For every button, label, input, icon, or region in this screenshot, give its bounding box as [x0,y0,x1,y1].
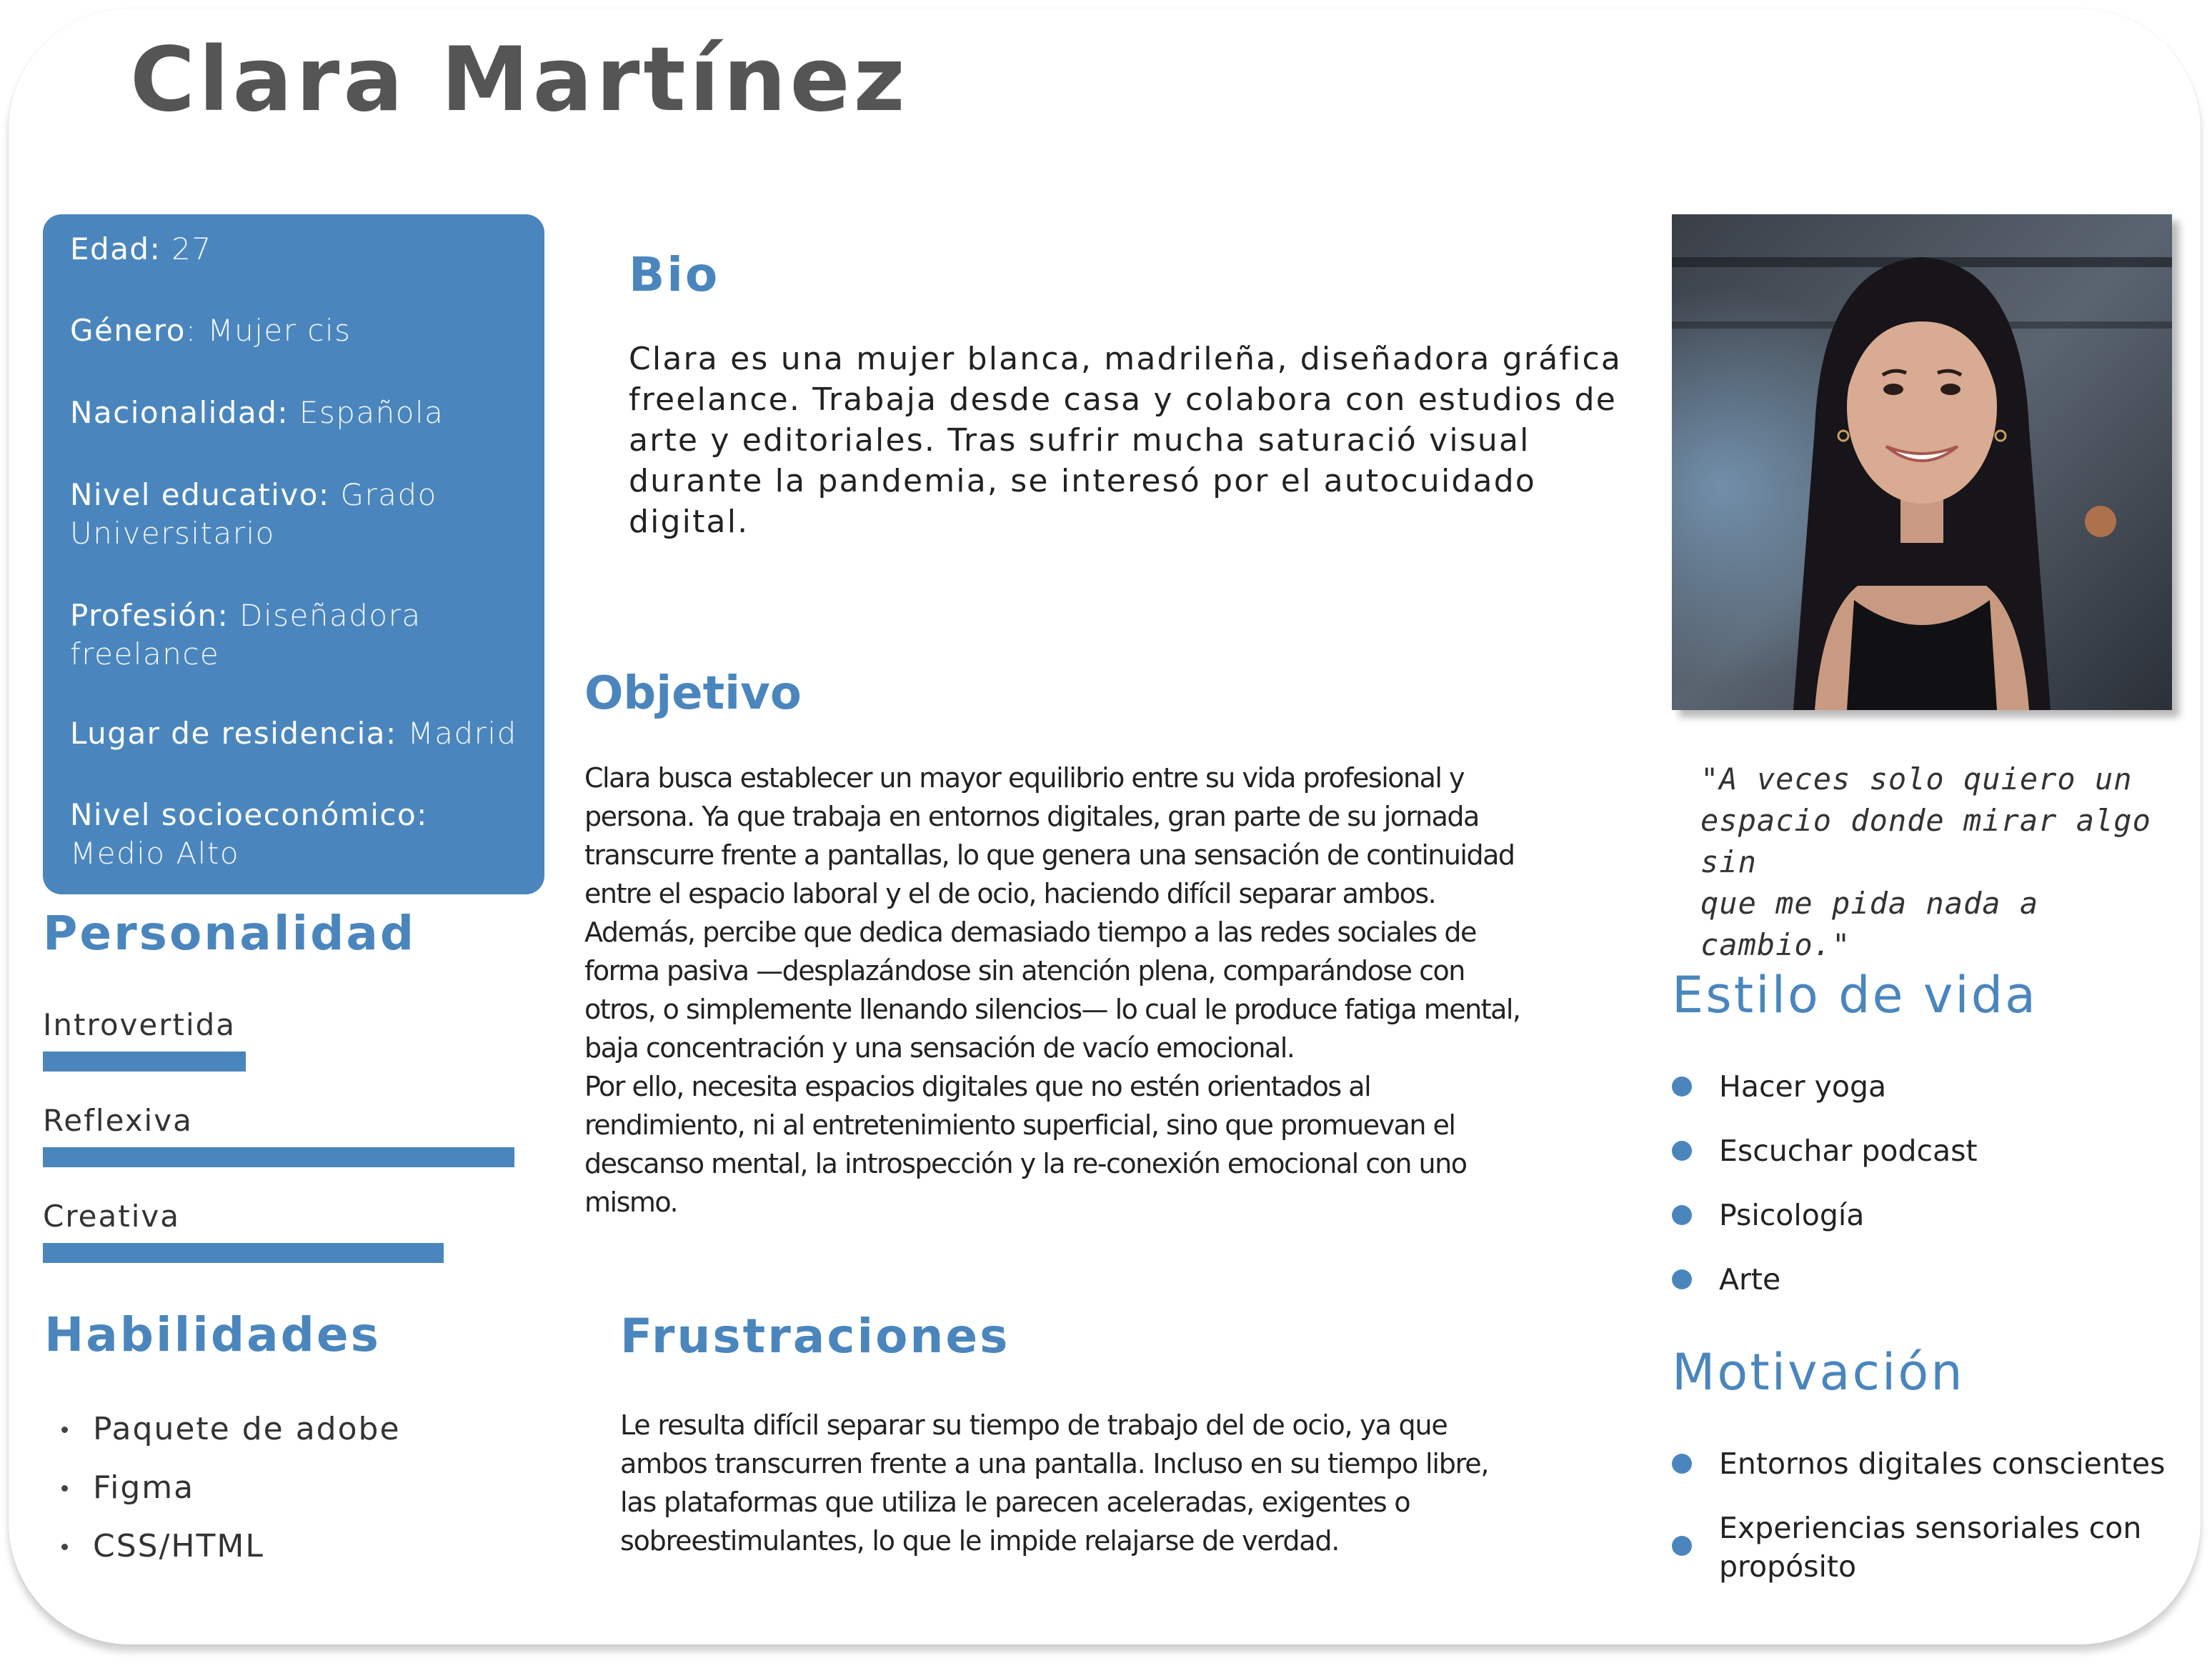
bullet-dot-icon [1672,1536,1692,1556]
personality-heading: Personalidad [43,906,417,961]
info-nationality [70,394,527,432]
persona-photo [1672,214,2172,710]
frustrations-line: sobreestimulantes, lo que le impide relajarse de verdad. [620,1525,1340,1557]
skills-list [61,1400,401,1576]
objective-line: persona. Ya que trabaja en entornos digitales, gran parte de su jornada [584,801,1479,832]
bullet-dot-icon [1672,1141,1692,1161]
lifestyle-item-label: Hacer yoga [1719,1069,1887,1104]
info-residence [70,714,527,753]
lifestyle-item-label: Psicología [1719,1198,1865,1232]
info-age [70,230,527,269]
info-nationality-key: Nacionalidad: [70,395,289,430]
objective-line: transcurre frente a pantallas, lo que genera una sensación de continuidad [584,839,1515,871]
info-education-value: Grado Universitario [70,477,437,551]
frustrations-line: ambos transcurren frente a una pantalla. Incluso en su tiempo libre, [620,1448,1489,1479]
list-item: CSS/HTML [61,1517,401,1576]
demographics-box [43,214,544,894]
list-item [1672,1067,2205,1132]
objective-line: Clara busca establecer un mayor equilibrio entre su vida profesional y [584,762,1465,794]
bullet-dot-icon [1672,1077,1692,1097]
info-socioeconomic-key: Nivel socioeconómico: [70,797,428,832]
bio-line: Clara es una mujer blanca, madrileña, diseñadora gráfica [629,341,1623,377]
info-education [70,476,527,553]
info-profession [70,596,527,674]
objective-line: baja concentración y una sensación de vacío emocional. [584,1032,1295,1064]
lifestyle-item-label: Escuchar podcast [1719,1134,1978,1168]
bio-heading: Bio [629,247,720,302]
quote-line: que me pida nada a cambio." [1700,886,2039,962]
info-gender-value: : Mujer cis [185,313,352,348]
frustrations-text [620,1406,1488,1560]
bullet-dot-icon [1672,1454,1692,1474]
trait-label: Introvertida [43,1007,236,1042]
objective-text [584,759,1520,1222]
list-item [1672,1260,2205,1324]
lifestyle-item-label: Arte [1719,1262,1781,1297]
bio-line: durante la pandemia, se interesó por el autocuidado [629,463,1536,499]
trait-label: Creativa [43,1199,180,1234]
bio-line: freelance. Trabaja desde casa y colabora con estudios de [629,381,1618,418]
info-gender [70,311,527,350]
persona-name: Clara Martínez [130,29,909,131]
info-residence-value: Madrid [397,716,517,751]
objective-line: otros, o simplemente llenando silencios— lo cual le produce fatiga mental, [584,994,1520,1025]
frustrations-line: Le resulta difícil separar su tiempo de trabajo del de ocio, ya que [620,1409,1448,1441]
lifestyle-list [1672,1067,2205,1324]
trait-bar-introvertida [43,1052,246,1072]
lifestyle-heading: Estilo de vida [1672,966,2038,1024]
bio-text [629,339,1622,542]
info-nationality-value: Española [289,395,444,430]
info-socioeconomic [70,796,527,873]
info-age-key: Edad: [70,231,161,266]
persona-quote [1700,759,2158,966]
bio-line: digital. [629,504,749,540]
frustrations-heading: Frustraciones [620,1309,1010,1364]
objective-line: Por ello, necesita espacios digitales que no estén orientados al [584,1071,1371,1102]
objective-line: entre el espacio laboral y el de ocio, haciendo difícil separar ambos. [584,878,1436,909]
motivation-item-label: Entornos digitales conscientes [1719,1447,2166,1481]
bullet-dot-icon [1672,1269,1692,1289]
info-socioeconomic-value: Medio Alto [70,836,240,871]
info-education-key: Nivel educativo: [70,477,330,512]
motivation-list [1672,1444,2205,1587]
portrait-illustration [1672,214,2172,710]
bullet-dot-icon [1672,1205,1692,1225]
info-residence-key: Lugar de residencia: [70,716,397,751]
list-item: Figma [61,1459,401,1517]
frustrations-line: las plataformas que utiliza le parecen aceleradas, exigentes o [620,1487,1410,1518]
motivation-heading: Motivación [1672,1343,1965,1402]
list-item [1672,1509,2162,1587]
info-profession-value: Diseñadora freelance [70,598,422,671]
list-item [1672,1196,2205,1260]
info-age-value: 27 [161,231,212,266]
skills-heading: Habilidades [44,1307,381,1362]
list-item [1672,1132,2205,1196]
quote-line: espacio donde mirar algo sin [1700,803,2151,879]
list-item [1672,1444,2205,1509]
objective-line: forma pasiva —desplazándose sin atención plena, comparándose con [584,955,1465,987]
list-item: Paquete de adobe [61,1400,401,1459]
objective-line: mismo. [584,1187,678,1218]
trait-bar-creativa [43,1243,444,1263]
trait-bar-reflexiva [43,1147,514,1167]
motivation-item-label: Experiencias sensoriales con propósito [1719,1511,2142,1584]
objective-line: Además, percibe que dedica demasiado tiempo a las redes sociales de [584,917,1476,948]
objective-line: rendimiento, ni al entretenimiento superficial, sino que promuevan el [584,1109,1455,1141]
bio-line: arte y editoriales. Tras sufrir mucha saturació visual [629,422,1530,459]
trait-label: Reflexiva [43,1103,193,1138]
info-profession-key: Profesión: [70,598,229,633]
objective-heading: Objetivo [584,667,802,720]
objective-line: descanso mental, la introspección y la re-conexión emocional con uno [584,1148,1467,1179]
info-gender-key: Género [70,313,186,348]
quote-line: "A veces solo quiero un [1700,761,2133,796]
